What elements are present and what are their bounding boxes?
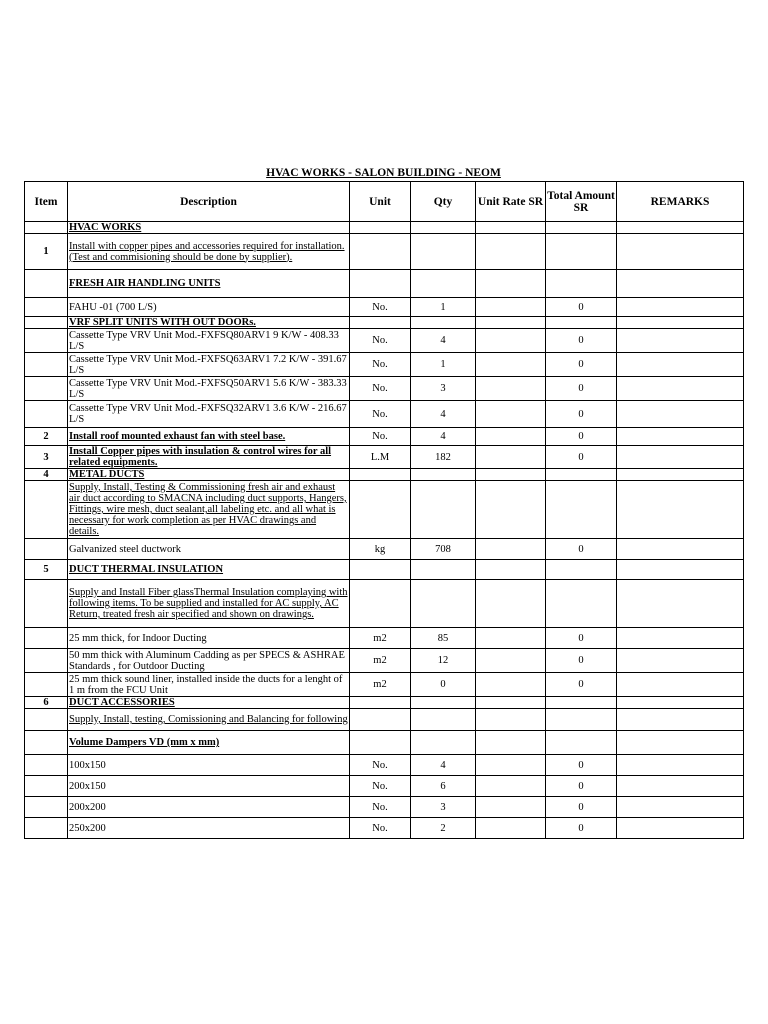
- item-cell: [25, 755, 68, 776]
- unit-rate-cell: [476, 539, 546, 560]
- unit-cell: No.: [350, 797, 411, 818]
- remarks-cell: [617, 776, 744, 797]
- table-row: [25, 539, 744, 560]
- total-amount-cell: [546, 481, 617, 539]
- qty-cell: 182: [411, 446, 476, 469]
- total-amount-cell: 0: [546, 673, 617, 697]
- unit-cell: No.: [350, 329, 411, 353]
- item-cell: [25, 776, 68, 797]
- unit-rate-cell: [476, 628, 546, 649]
- item-cell: [25, 818, 68, 839]
- unit-rate-cell: [476, 234, 546, 270]
- item-cell: [25, 353, 68, 377]
- remarks-cell: [617, 560, 744, 580]
- unit-rate-cell: [476, 731, 546, 755]
- remarks-cell: [617, 377, 744, 401]
- total-amount-cell: 0: [546, 649, 617, 673]
- unit-cell: [350, 580, 411, 628]
- unit-cell: No.: [350, 377, 411, 401]
- header-row: [25, 182, 744, 222]
- qty-cell: 1: [411, 353, 476, 377]
- qty-cell: 12: [411, 649, 476, 673]
- unit-cell: m2: [350, 649, 411, 673]
- qty-cell: [411, 560, 476, 580]
- table-row: [25, 673, 744, 697]
- table-row: [25, 481, 744, 539]
- qty-cell: [411, 481, 476, 539]
- item-cell: [25, 797, 68, 818]
- remarks-cell: [617, 401, 744, 428]
- description-cell: 200x150: [68, 776, 350, 797]
- unit-cell: [350, 234, 411, 270]
- total-amount-cell: [546, 560, 617, 580]
- item-cell: 3: [25, 446, 68, 469]
- description-cell: Install with copper pipes and accessories required for installation. (Test and commisioning should be done by supplier).: [68, 234, 350, 270]
- total-amount-cell: [546, 697, 617, 709]
- qty-cell: 0: [411, 673, 476, 697]
- remarks-cell: [617, 649, 744, 673]
- description-cell: Cassette Type VRV Unit Mod.-FXFSQ63ARV1 7.2 K/W - 391.67 L/S: [68, 353, 350, 377]
- table-row: [25, 428, 744, 446]
- table-row: [25, 649, 744, 673]
- total-amount-cell: 0: [546, 628, 617, 649]
- unit-cell: [350, 560, 411, 580]
- total-amount-cell: 0: [546, 377, 617, 401]
- table-row: [25, 731, 744, 755]
- unit-cell: [350, 709, 411, 731]
- item-cell: 1: [25, 234, 68, 270]
- item-cell: [25, 317, 68, 329]
- total-amount-cell: 0: [546, 818, 617, 839]
- item-cell: [25, 329, 68, 353]
- unit-cell: No.: [350, 298, 411, 317]
- table-row: [25, 377, 744, 401]
- remarks-cell: [617, 353, 744, 377]
- qty-cell: [411, 317, 476, 329]
- table-row: [25, 270, 744, 298]
- qty-cell: [411, 234, 476, 270]
- total-amount-cell: 0: [546, 353, 617, 377]
- qty-cell: [411, 469, 476, 481]
- qty-cell: [411, 222, 476, 234]
- description-cell: Supply, Install, testing, Comissioning and Balancing for following: [68, 709, 350, 731]
- table-row: [25, 401, 744, 428]
- item-cell: 4: [25, 469, 68, 481]
- unit-rate-cell: [476, 697, 546, 709]
- table-row: [25, 818, 744, 839]
- table-row: [25, 560, 744, 580]
- item-cell: [25, 222, 68, 234]
- remarks-cell: [617, 481, 744, 539]
- total-amount-cell: [546, 709, 617, 731]
- remarks-cell: [617, 234, 744, 270]
- item-cell: 2: [25, 428, 68, 446]
- total-amount-cell: 0: [546, 401, 617, 428]
- item-cell: [25, 401, 68, 428]
- unit-rate-cell: [476, 401, 546, 428]
- table-row: [25, 469, 744, 481]
- description-cell: Cassette Type VRV Unit Mod.-FXFSQ32ARV1 3.6 K/W - 216.67 L/S: [68, 401, 350, 428]
- item-cell: [25, 481, 68, 539]
- remarks-cell: [617, 446, 744, 469]
- description-cell: FRESH AIR HANDLING UNITS: [68, 270, 350, 298]
- total-amount-cell: [546, 469, 617, 481]
- unit-cell: kg: [350, 539, 411, 560]
- unit-cell: No.: [350, 755, 411, 776]
- qty-cell: 2: [411, 818, 476, 839]
- unit-cell: [350, 731, 411, 755]
- unit-cell: [350, 270, 411, 298]
- description-cell: 100x150: [68, 755, 350, 776]
- description-cell: Supply, Install, Testing & Commissioning fresh air and exhaust air duct according to SMACNA including duct supports, Hangers, Fittings, wire mesh, duct sealant,all labeling etc. and all what is necessary for work completion as per HVAC drawings and details.: [68, 481, 350, 539]
- description-cell: 200x200: [68, 797, 350, 818]
- remarks-cell: [617, 797, 744, 818]
- remarks-cell: [617, 628, 744, 649]
- description-cell: Install roof mounted exhaust fan with steel base.: [68, 428, 350, 446]
- unit-rate-cell: [476, 776, 546, 797]
- description-cell: 25 mm thick sound liner, installed inside the ducts for a lenght of 1 m from the FCU Unit: [68, 673, 350, 697]
- table-row: [25, 298, 744, 317]
- remarks-cell: [617, 697, 744, 709]
- qty-cell: [411, 580, 476, 628]
- qty-cell: 4: [411, 329, 476, 353]
- bill-of-quantities-table: [24, 181, 744, 839]
- remarks-cell: [617, 539, 744, 560]
- header-qty: Qty: [411, 182, 476, 222]
- unit-cell: [350, 222, 411, 234]
- description-cell: 250x200: [68, 818, 350, 839]
- qty-cell: [411, 697, 476, 709]
- qty-cell: 3: [411, 377, 476, 401]
- description-cell: Cassette Type VRV Unit Mod.-FXFSQ50ARV1 5.6 K/W - 383.33 L/S: [68, 377, 350, 401]
- description-cell: Volume Dampers VD (mm x mm): [68, 731, 350, 755]
- qty-cell: 4: [411, 401, 476, 428]
- unit-rate-cell: [476, 377, 546, 401]
- description-cell: Galvanized steel ductwork: [68, 539, 350, 560]
- table-row: [25, 580, 744, 628]
- table-row: [25, 353, 744, 377]
- total-amount-cell: 0: [546, 298, 617, 317]
- total-amount-cell: 0: [546, 797, 617, 818]
- total-amount-cell: 0: [546, 446, 617, 469]
- item-cell: [25, 673, 68, 697]
- item-cell: [25, 539, 68, 560]
- header-description: Description: [68, 182, 350, 222]
- unit-cell: No.: [350, 818, 411, 839]
- qty-cell: 3: [411, 797, 476, 818]
- header-remarks: REMARKS: [617, 182, 744, 222]
- total-amount-cell: [546, 731, 617, 755]
- total-amount-cell: 0: [546, 539, 617, 560]
- total-amount-cell: 0: [546, 428, 617, 446]
- total-amount-cell: [546, 270, 617, 298]
- remarks-cell: [617, 298, 744, 317]
- description-cell: DUCT ACCESSORIES: [68, 697, 350, 709]
- description-cell: Cassette Type VRV Unit Mod.-FXFSQ80ARV1 9 K/W - 408.33 L/S: [68, 329, 350, 353]
- item-cell: [25, 731, 68, 755]
- total-amount-cell: [546, 317, 617, 329]
- remarks-cell: [617, 222, 744, 234]
- item-cell: 6: [25, 697, 68, 709]
- table-row: [25, 446, 744, 469]
- description-cell: Supply and Install Fiber glassThermal Insulation complaying with following items. To be supplied and installed for AC supply, AC Return, treated fresh air specified and shown on drawings.: [68, 580, 350, 628]
- unit-rate-cell: [476, 709, 546, 731]
- total-amount-cell: 0: [546, 776, 617, 797]
- description-cell: 50 mm thick with Aluminum Cadding as per SPECS & ASHRAE Standards , for Outdoor Ducting: [68, 649, 350, 673]
- description-cell: Install Copper pipes with insulation & control wires for all related equipments.: [68, 446, 350, 469]
- unit-cell: No.: [350, 401, 411, 428]
- header-unit: Unit: [350, 182, 411, 222]
- unit-cell: [350, 481, 411, 539]
- description-cell: HVAC WORKS: [68, 222, 350, 234]
- unit-cell: [350, 317, 411, 329]
- unit-cell: L.M: [350, 446, 411, 469]
- unit-cell: [350, 697, 411, 709]
- table-row: [25, 776, 744, 797]
- unit-cell: [350, 469, 411, 481]
- remarks-cell: [617, 469, 744, 481]
- total-amount-cell: [546, 222, 617, 234]
- qty-cell: [411, 709, 476, 731]
- unit-rate-cell: [476, 673, 546, 697]
- qty-cell: 4: [411, 755, 476, 776]
- description-cell: FAHU -01 (700 L/S): [68, 298, 350, 317]
- total-amount-cell: 0: [546, 329, 617, 353]
- qty-cell: 85: [411, 628, 476, 649]
- remarks-cell: [617, 755, 744, 776]
- qty-cell: [411, 270, 476, 298]
- unit-rate-cell: [476, 428, 546, 446]
- unit-cell: m2: [350, 628, 411, 649]
- table-row: [25, 222, 744, 234]
- unit-cell: m2: [350, 673, 411, 697]
- qty-cell: 4: [411, 428, 476, 446]
- unit-rate-cell: [476, 560, 546, 580]
- remarks-cell: [617, 731, 744, 755]
- unit-rate-cell: [476, 298, 546, 317]
- item-cell: 5: [25, 560, 68, 580]
- description-cell: VRF SPLIT UNITS WITH OUT DOORs.: [68, 317, 350, 329]
- table-row: [25, 329, 744, 353]
- total-amount-cell: [546, 234, 617, 270]
- header-total-amount: Total Amount SR: [546, 182, 617, 222]
- unit-cell: No.: [350, 776, 411, 797]
- qty-cell: [411, 731, 476, 755]
- header-item: Item: [25, 182, 68, 222]
- unit-rate-cell: [476, 481, 546, 539]
- unit-cell: No.: [350, 428, 411, 446]
- item-cell: [25, 580, 68, 628]
- qty-cell: 708: [411, 539, 476, 560]
- table-row: [25, 797, 744, 818]
- total-amount-cell: 0: [546, 755, 617, 776]
- unit-rate-cell: [476, 797, 546, 818]
- remarks-cell: [617, 580, 744, 628]
- description-cell: DUCT THERMAL INSULATION: [68, 560, 350, 580]
- unit-rate-cell: [476, 649, 546, 673]
- unit-cell: No.: [350, 353, 411, 377]
- table-row: [25, 709, 744, 731]
- remarks-cell: [617, 673, 744, 697]
- remarks-cell: [617, 329, 744, 353]
- item-cell: [25, 298, 68, 317]
- unit-rate-cell: [476, 317, 546, 329]
- unit-rate-cell: [476, 222, 546, 234]
- document-title: HVAC WORKS - SALON BUILDING - NEOM: [266, 167, 501, 179]
- description-cell: 25 mm thick, for Indoor Ducting: [68, 628, 350, 649]
- unit-rate-cell: [476, 329, 546, 353]
- table-row: [25, 317, 744, 329]
- header-unit-rate: Unit Rate SR: [476, 182, 546, 222]
- remarks-cell: [617, 709, 744, 731]
- item-cell: [25, 649, 68, 673]
- unit-rate-cell: [476, 469, 546, 481]
- remarks-cell: [617, 270, 744, 298]
- table-row: [25, 697, 744, 709]
- item-cell: [25, 270, 68, 298]
- item-cell: [25, 628, 68, 649]
- unit-rate-cell: [476, 270, 546, 298]
- unit-rate-cell: [476, 818, 546, 839]
- table-row: [25, 628, 744, 649]
- remarks-cell: [617, 428, 744, 446]
- item-cell: [25, 377, 68, 401]
- remarks-cell: [617, 317, 744, 329]
- table-row: [25, 234, 744, 270]
- qty-cell: 1: [411, 298, 476, 317]
- unit-rate-cell: [476, 580, 546, 628]
- unit-rate-cell: [476, 446, 546, 469]
- qty-cell: 6: [411, 776, 476, 797]
- item-cell: [25, 709, 68, 731]
- remarks-cell: [617, 818, 744, 839]
- table-row: [25, 755, 744, 776]
- description-cell: METAL DUCTS: [68, 469, 350, 481]
- unit-rate-cell: [476, 353, 546, 377]
- unit-rate-cell: [476, 755, 546, 776]
- total-amount-cell: [546, 580, 617, 628]
